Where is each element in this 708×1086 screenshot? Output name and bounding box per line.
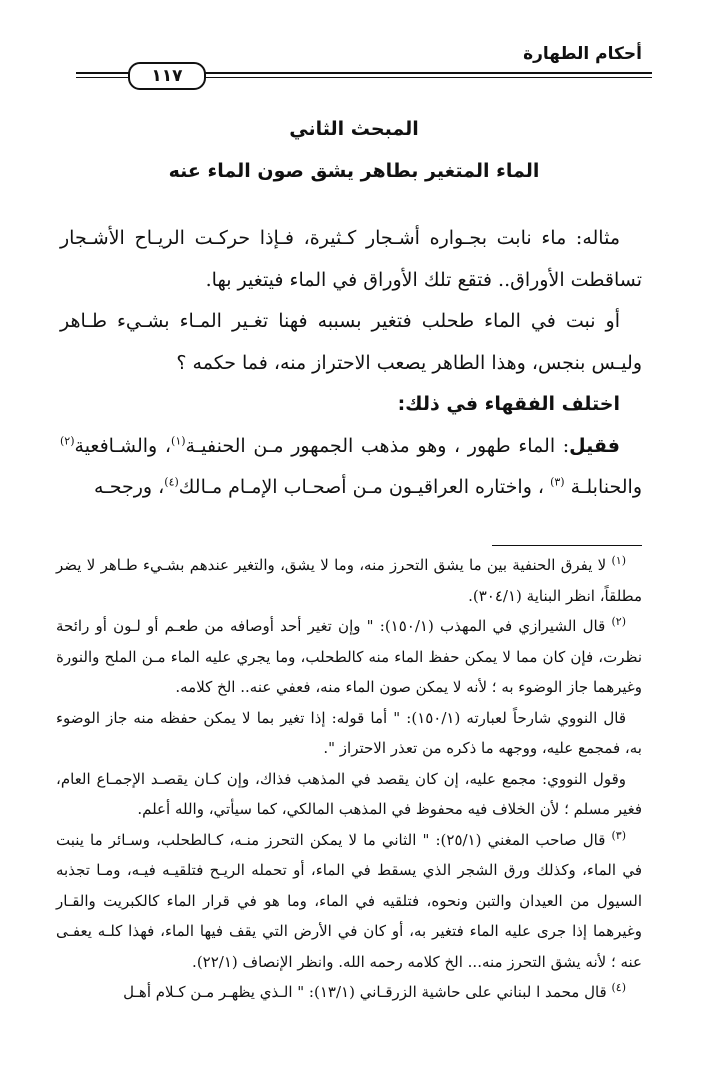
footnote-ref-4: (٤) (164, 475, 179, 489)
body-subheading: اختلف الفقهاء في ذلك: (397, 393, 620, 415)
main-body (60, 218, 642, 509)
section-subtitle: الماء المتغير بطاهر يشق صون الماء عنه (168, 160, 540, 182)
body-paragraph-3: فقيل: الماء طهور ، وهو مذهب الجمهور مـن الحنفيـة$^{(١)}$، والشـافعية$^{(٢)}$ والحنابلـة $^{(٣)}$ ، واختاره العراقيـون مـن أصحـاب الإمـام مـالك$^{(٤)}$، ورجحـه (60, 434, 642, 498)
footnote-2-continued: قال النووي شارحاً لعبارته (١٥٠/١): " أما قوله: إذا تغير بما لا يمكن حفظه منه جاز الوضوء به، فمجمع عليه، ووجهه ما ذكره من تعذر الاحتراز ". (56, 708, 642, 757)
footnote-ref-2: (٢) (60, 434, 75, 448)
footnote-3: $^{(٣)}$ قال صاحب المغني (٢٥/١): " الثاني ما لا يمكن التحرز منـه، كـالطحلب، وسـائر ما ينبت في الماء، وكذلك ورق الشجر الذي يسقط في الماء، أو تحمله الريـح فتلقيـه فيـه، ومـا تجذبه السيول من العيدان والتبن ونحوه، فتلقيه في الماء، وما هو في قرار الماء كالكبريت والقـار وغيرهما إذا جرى عليه الماء فتغير به، أو كان في الأرض التي يقف فيها الماء، فهذا كلـه يعفـى عنه ؛ لأنه يشق التحرز منه... الخ كلامه رحمه الله. وانظر الإنصاف (٢٢/١). (56, 828, 642, 971)
footnote-1: $^{(١)}$ لا يفرق الحنفية بين ما يشق التحرز منه، وما لا يشق، والتغير عندهم بشـيء طـاهر لا يضر مطلقاً، انظر البناية (٣٠٤/١). (56, 554, 642, 605)
body-paragraph-1: مثاله: ماء نابت بجـواره أشـجار كـثيرة، فـإذا حركـت الريـاح الأشـجار تساقطت الأوراق.. فتقع تلك الأوراق في الماء فيتغير بها. (60, 227, 642, 291)
footnote-ref-1: (١) (171, 434, 186, 448)
footnote-separator (492, 545, 642, 546)
section-heading: المبحث الثاني (289, 118, 419, 140)
bold-lead-word: فقيل (569, 434, 620, 457)
body-paragraph-2: أو نبت في الماء طحلب فتغير بسببه فهنا تغـير المـاء بشـيء طـاهر وليـس بنجس، وهذا الطاهر يصعب الاحتراز منه، فما حكمه ؟ (60, 310, 642, 374)
running-header-title: أحكام الطهارة (523, 44, 642, 64)
footnote-2-note: وقول النووي: مجمع عليه، إن كان يقصد في المذهب فذاك، وإن كـان يقصـد الإجمـاع العام، فغير مسلم ؛ لأن الخلاف فيه محفوظ في المذهب المالكي، كما سيأتي، والله أعلم. (56, 769, 642, 818)
footnotes (56, 550, 642, 1008)
footnote-2: $^{(٢)}$ قال الشيرازي في المهذب (١٥٠/١): " وإن تغير أحد أوصافه من طعـم أو لـون أو رائحة نظرت، فإن كان مما لا يمكن حفظ الماء منه كالطحلب، وما يجري عليه الماء مـن الملح والنورة وغيرهما جاز الوضوء به ؛ لأنه لا يمكن صون الماء منه، فعفي عنه.. الخ كلامه. (56, 615, 642, 696)
page-number-badge: ١١٧ (128, 62, 206, 90)
footnote-ref-3: (٣) (550, 475, 565, 489)
footnote-4: $^{(٤)}$ قال محمد ا لبناني على حاشية الزرقـاني (١٣/١): " الـذي يظهـر مـن كـلام أهـل (123, 981, 626, 1001)
